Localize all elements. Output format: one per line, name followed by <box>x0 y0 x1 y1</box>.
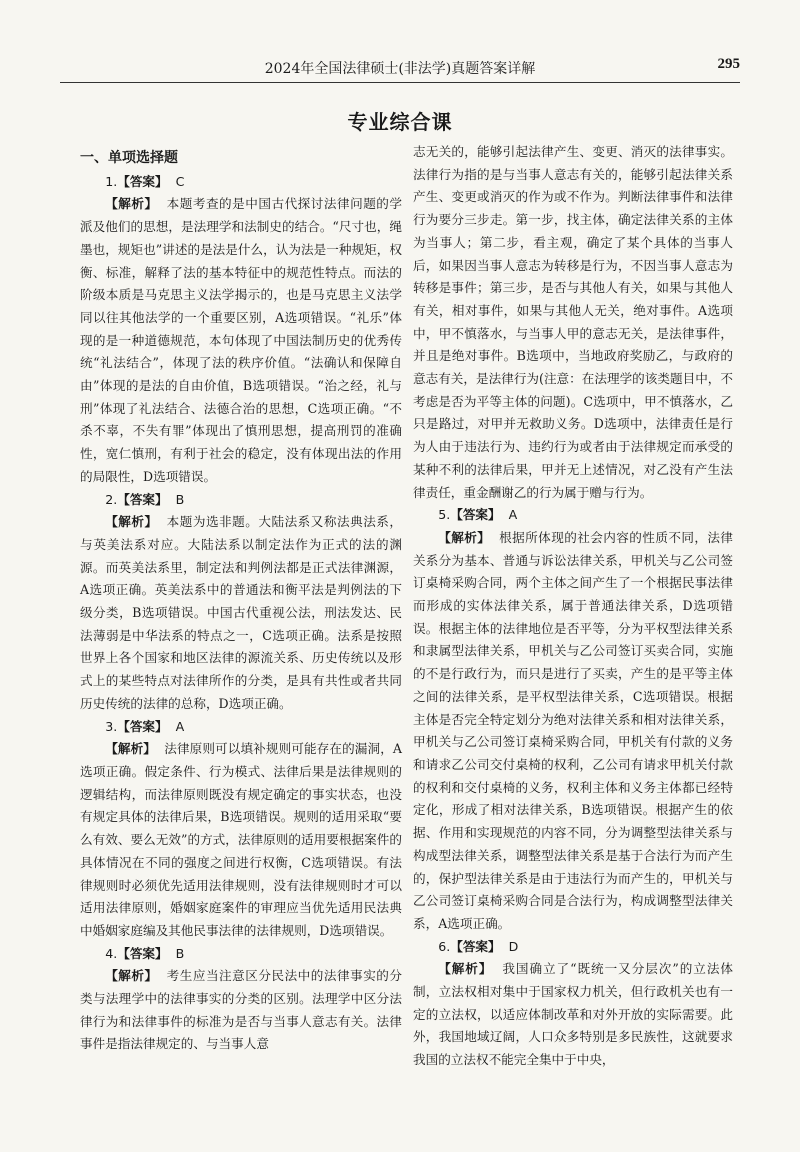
answer-line-2 <box>80 489 402 512</box>
answer-line-6 <box>413 936 733 959</box>
left-column <box>80 147 402 1056</box>
analysis-text: 根据所体现的社会内容的性质不同，法律关系分为基本、普通与诉讼法律关系，甲机关与乙公司签订桌椅采购合同，两个主体之间产生了一个根据民事法律而形成的实体法律关系，属于普通法律关系，D选项错误。根据主体的法律地位是否平等，分为平权型法律关系和隶属型法律关系，甲机关与乙公司签订买卖合同，实施的不是行政行为，而只是进行了买卖，产生的是平等主体之间的法律关系，是平权型法律关系，C选项错误。根据主体是否完全特定划分为绝对法律关系和相对法律关系，甲机关与乙公司签订桌椅采购合同，甲机关有付款的义务和请求乙公司交付桌椅的权利，乙公司有请求甲机关付款的权利和交付桌椅的义务，权利主体和义务主体都已经特定化，形成了相对法律关系，B选项错误。根据产生的依据、作用和实现规范的内容不同，分为调整型法律关系与构成型法律关系，调整型法律关系是基于合法行为而产生的，保护型法律关系是由于违法行为而产生的，甲机关与乙公司签订桌椅采购合同是合法行为，构成调整型法律关系，A选项正确。 <box>413 529 734 931</box>
section-title: 专业综合课 <box>347 110 453 134</box>
analysis-label: 【解析】 <box>438 961 493 977</box>
answer-line-5 <box>413 504 733 527</box>
analysis-text: 志无关的，能够引起法律产生、变更、消灭的法律事实。法律行为指的是与当事人意志有关的，能够引起法律关系产生、变更或消灭的作为或不作为。判断法律事件和法律行为要分三步走。第一步，找主体，确定法律关系的主体为当事人；第二步，看主观，确定了某个具体的当事人后，如果因当事人意志为转移是行为，不因当事人意志为转移是事件；第三步，是否与其他人有关，如果与其他人有关，相对事件，如果与其他人无关，绝对事件。A选项中，甲不慎落水，与当事人甲的意志无关，是法律事件，并且是绝对事件。B选项中，当地政府奖励乙，与政府的意志有关，是法律行为(注意：在法理学的该类题目中，不考虑是否为平等主体的问题)。C选项中，甲不慎落水，乙只是路过，对甲并无救助义务。D选项中，法律责任是行为人由于违法行为、违约行为或者由于法律规定而承受的某种不利的法律后果，甲并无上述情况，对乙没有产生法律责任，重金酬谢乙的行为属于赠与行为。 <box>413 144 733 500</box>
question-number: 4. <box>105 945 118 961</box>
answer-line-1 <box>80 171 402 194</box>
analysis-paragraph-2 <box>80 511 402 715</box>
part-heading: 一、单项选择题 <box>80 150 178 166</box>
question-number: 3. <box>105 718 118 734</box>
analysis-paragraph-5 <box>413 527 733 936</box>
analysis-paragraph-6 <box>413 958 733 1072</box>
answer-label: 【答案】 <box>117 718 168 734</box>
running-header-title: 2024年全国法律硕士(非法学)真题答案详解 <box>264 61 536 77</box>
answer-value: A <box>175 718 185 734</box>
analysis-text: 本题考查的是中国古代探讨法律问题的学派及他们的思想，是法理学和法制史的结合。“尺寸也，绳墨也，规矩也”讲述的是法是什么，认为法是一种规矩，权衡、标准，解释了法的基本特征中的规范性特点。而法的阶级本质是马克思主义法学揭示的，也是马克思主义法学同以往其他法学的一个重要区别，A选项错误。“礼乐”体现的是一种道德规范，本句体现了中国法制历史的优秀传统“礼法结合”，体现了法的秩序价值。“法确认和保障自由”体现的是法的自由价值，B选项错误。“治之经，礼与刑”体现了礼法结合、法德合治的思想，C选项正确。“不杀不辜，不失有罪”体现出了慎刑思想，提高刑罚的准确性，宽仁慎刑，有利于社会的稳定，没有体现出法的作用的局限性，D选项错误。 <box>80 196 403 484</box>
running-header <box>60 54 740 83</box>
page-number: 295 <box>717 56 740 72</box>
answer-value: B <box>175 945 185 961</box>
analysis-text: 我国确立了“既统一又分层次”的立法体制，立法权相对集中于国家权力机关，但行政机关也有一定的立法权，以适应体制改革和对外开放的实际需要。此外，我国地域辽阔，人口众多特别是多民族性，这就要求我国的立法权不能完全集中于中央， <box>413 961 734 1068</box>
answer-label: 【答案】 <box>117 173 168 189</box>
analysis-label: 【解析】 <box>438 529 491 545</box>
question-number: 2. <box>105 491 118 507</box>
answer-value: D <box>508 938 519 954</box>
analysis-paragraph-1 <box>80 193 402 488</box>
analysis-label: 【解析】 <box>105 196 158 212</box>
answer-line-4 <box>80 943 402 966</box>
question-number: 1. <box>105 173 118 189</box>
analysis-label: 【解析】 <box>105 968 158 984</box>
analysis-text: 本题为选非题。大陆法系又称法典法系，与英美法系对应。大陆法系以制定法作为正式的法的渊源。而英美法系里，制定法和判例法都是正式法律渊源，A选项正确。英美法系中的普通法和衡平法是判例法的下级分类，B选项错误。中国古代重视公法，刑法发达、民法薄弱是中华法系的特点之一，C选项正确。法系是按照世界上各个国家和地区法律的源流关系、历史传统以及形式上的某些特点对法律所作的分类，是具有共性或者共同历史传统的法律的总称，D选项正确。 <box>80 514 403 711</box>
answer-label: 【答案】 <box>450 938 501 954</box>
analysis-label: 【解析】 <box>105 514 158 530</box>
answer-label: 【答案】 <box>117 945 168 961</box>
answer-line-3 <box>80 716 402 739</box>
right-column <box>413 141 733 1072</box>
analysis-paragraph-4-continued <box>413 141 733 504</box>
answer-label: 【答案】 <box>117 491 168 507</box>
question-number: 6. <box>438 938 451 954</box>
answer-value: A <box>508 507 518 523</box>
question-number: 5. <box>438 507 451 523</box>
analysis-paragraph-3 <box>80 738 402 942</box>
analysis-label: 【解析】 <box>105 741 156 757</box>
answer-label: 【答案】 <box>450 507 501 523</box>
analysis-text: 法律原则可以填补规则可能存在的漏洞，A选项正确。假定条件、行为模式、法律后果是法律规则的逻辑结构，而法律原则既没有规定确定的事实状态，也没有规定具体的法律后果，B选项错误。规则的适用采取“要么有效、要么无效”的方式，法律原则的适用要根据案件的具体情况在不同的强度之间进行权衡，C选项错误。有法律规则时必须优先适用法律规则，没有法律规则时才可以适用法律原则，婚姻家庭案件的审理应当优先适用民法典中婚姻家庭编及其他民事法律的法律规则，D选项错误。 <box>80 741 402 938</box>
analysis-text: 考生应当注意区分民法中的法律事实的分类与法理学中的法律事实的分类的区别。法理学中区分法律行为和法律事件的标准为是否与当事人意志有关。法律事件是指法律规定的、与当事人意 <box>80 968 403 1052</box>
analysis-paragraph-4-start <box>80 965 402 1056</box>
answer-value: B <box>175 491 185 507</box>
answer-value: C <box>175 173 185 189</box>
